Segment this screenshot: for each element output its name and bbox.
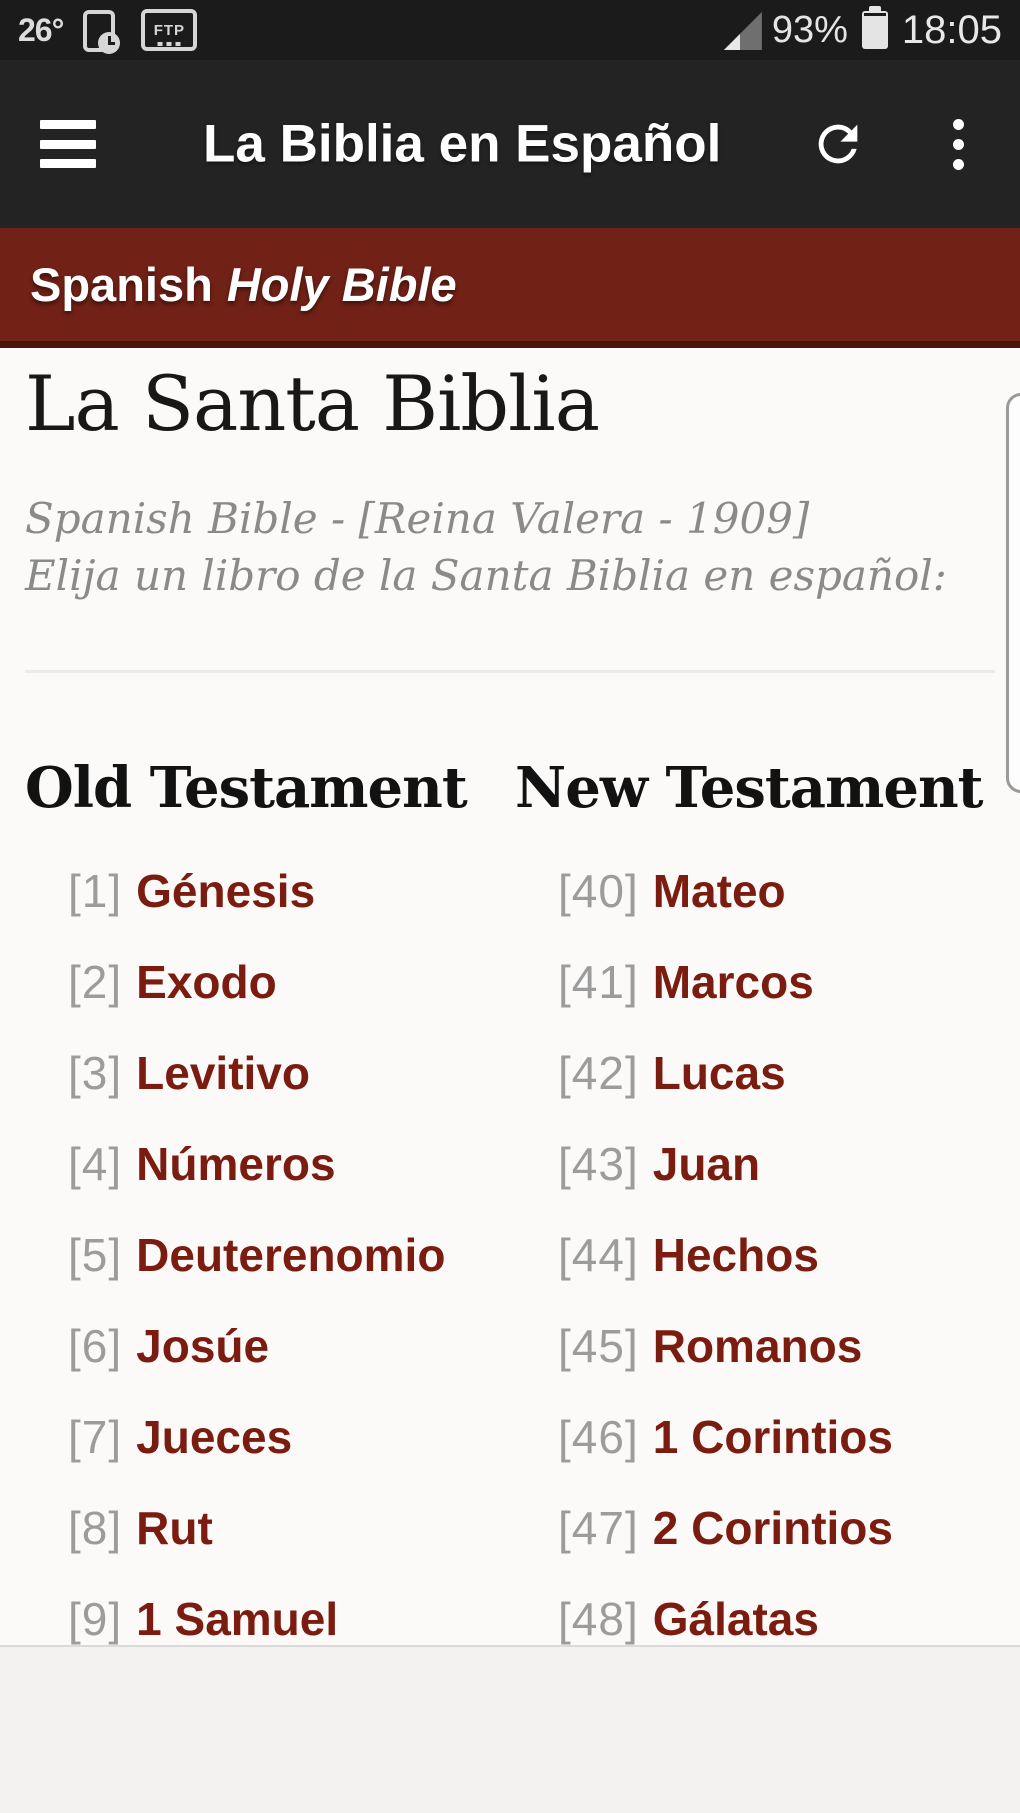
bottom-background: [0, 1645, 1020, 1813]
page-title: La Santa Biblia: [25, 359, 599, 448]
book-link[interactable]: [25, 1573, 515, 1645]
book-name: Juan: [652, 1137, 761, 1190]
book-link[interactable]: [515, 1027, 1020, 1118]
book-number: [8]: [68, 1501, 123, 1554]
page-subtitle: [25, 490, 1020, 604]
book-link[interactable]: [25, 936, 515, 1027]
subtitle-line-1: Spanish Bible - [Reina Valera - 1909]: [25, 494, 810, 543]
book-number: [7]: [68, 1410, 123, 1463]
book-name: Jueces: [136, 1410, 293, 1463]
new-testament-column: [515, 757, 1020, 1645]
book-number: [4]: [68, 1137, 123, 1190]
banner-label-italic: Holy Bible: [226, 258, 457, 311]
book-number: [42]: [558, 1046, 639, 1099]
book-number: [46]: [558, 1410, 639, 1463]
book-link[interactable]: [515, 1482, 1020, 1573]
book-name: Deuterenomio: [136, 1228, 446, 1281]
book-name: 1 Corintios: [652, 1410, 893, 1463]
book-link[interactable]: [25, 1482, 515, 1573]
testament-columns: [25, 757, 1020, 1645]
book-name: Lucas: [652, 1046, 786, 1099]
book-name: Gálatas: [652, 1592, 819, 1645]
book-number: [9]: [68, 1592, 123, 1645]
book-name: 2 Corintios: [652, 1501, 893, 1554]
book-name: Hechos: [652, 1228, 819, 1281]
new-testament-header: New Testament: [515, 755, 983, 821]
app-title: La Biblia en Español: [203, 114, 722, 174]
old-testament-column: [25, 757, 515, 1645]
book-link[interactable]: [515, 1300, 1020, 1391]
book-number: [47]: [558, 1501, 639, 1554]
book-name: Romanos: [652, 1319, 863, 1372]
book-number: [3]: [68, 1046, 123, 1099]
signal-icon: [724, 12, 762, 50]
book-number: [1]: [68, 864, 123, 917]
old-testament-header: Old Testament: [25, 755, 467, 821]
overflow-menu-icon[interactable]: [938, 114, 978, 174]
phone-clock-icon: [83, 10, 115, 52]
ftp-icon: FTP: [141, 9, 197, 51]
section-banner: [0, 228, 1020, 348]
book-number: [44]: [558, 1228, 639, 1281]
book-name: Levitivo: [136, 1046, 310, 1099]
divider: [25, 670, 995, 673]
refresh-icon[interactable]: [809, 115, 867, 173]
book-name: 1 Samuel: [136, 1592, 339, 1645]
battery-icon: [862, 11, 888, 49]
book-link[interactable]: [25, 1300, 515, 1391]
book-number: [40]: [558, 864, 639, 917]
book-link[interactable]: [515, 1573, 1020, 1645]
hamburger-menu-icon[interactable]: [40, 120, 96, 168]
temperature-label: 26°: [18, 11, 64, 48]
book-number: [2]: [68, 955, 123, 1008]
book-link[interactable]: [515, 845, 1020, 936]
new-testament-book-list: [515, 845, 1020, 1645]
book-number: [45]: [558, 1319, 639, 1372]
book-name: Josúe: [136, 1319, 270, 1372]
subtitle-line-2: Elija un libro de la Santa Biblia en español:: [25, 551, 947, 600]
book-link[interactable]: [515, 1391, 1020, 1482]
banner-label-bold: Spanish: [30, 258, 213, 311]
book-name: Números: [136, 1137, 336, 1190]
scrollbar-thumb[interactable]: [1006, 393, 1020, 793]
book-name: Rut: [136, 1501, 213, 1554]
book-number: [43]: [558, 1137, 639, 1190]
book-link[interactable]: [515, 936, 1020, 1027]
book-name: Génesis: [136, 864, 316, 917]
book-link[interactable]: [25, 845, 515, 936]
app-bar: [0, 60, 1020, 228]
book-number: [41]: [558, 955, 639, 1008]
book-number: [5]: [68, 1228, 123, 1281]
book-link[interactable]: [25, 1118, 515, 1209]
status-bar: [0, 0, 1020, 60]
book-link[interactable]: [25, 1391, 515, 1482]
book-link[interactable]: [515, 1118, 1020, 1209]
book-name: Mateo: [652, 864, 786, 917]
book-link[interactable]: [25, 1209, 515, 1300]
page-content: [0, 348, 1020, 1645]
book-link[interactable]: [515, 1209, 1020, 1300]
book-link[interactable]: [25, 1027, 515, 1118]
book-name: Marcos: [652, 955, 814, 1008]
battery-percent-label: 93%: [771, 8, 848, 51]
clock-label: 18:05: [901, 7, 1002, 52]
book-name: Exodo: [136, 955, 277, 1008]
book-number: [48]: [558, 1592, 639, 1645]
old-testament-book-list: [25, 845, 515, 1645]
book-number: [6]: [68, 1319, 123, 1372]
